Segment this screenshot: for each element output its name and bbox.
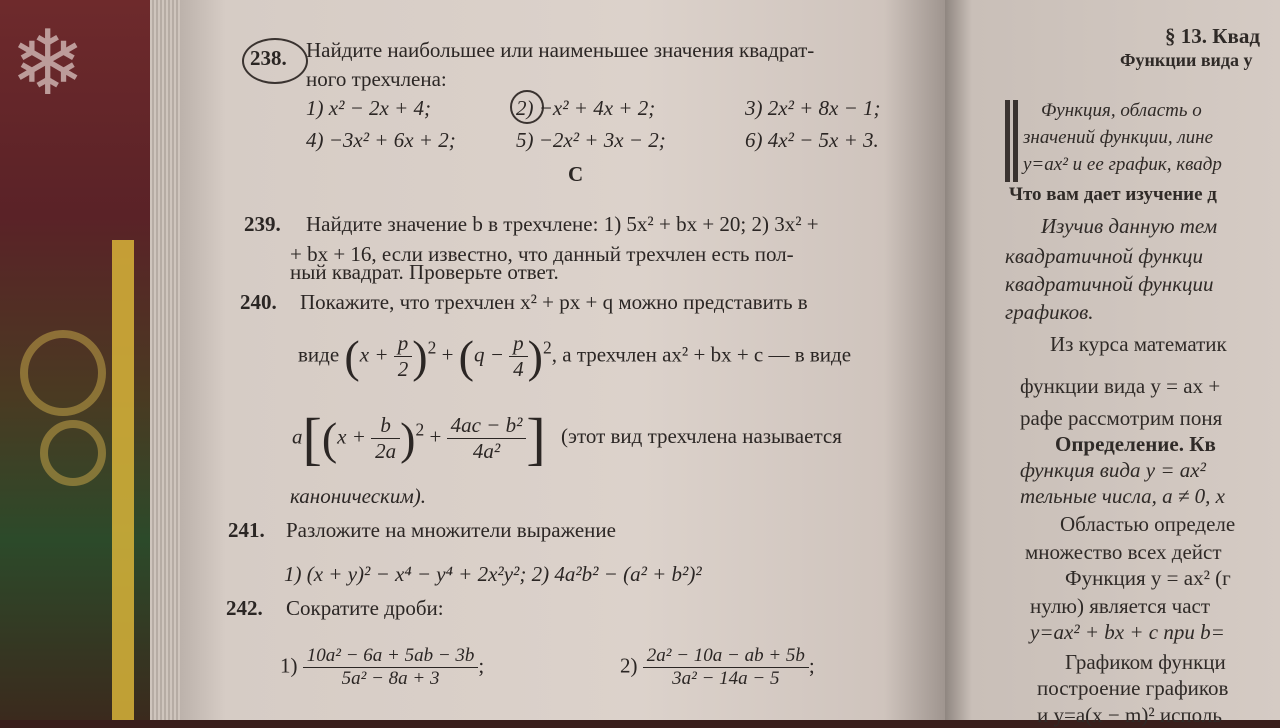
body-line: нулю) является част bbox=[1030, 594, 1211, 618]
item-238-2: 2) −x² + 4x + 2; bbox=[516, 96, 656, 120]
body-line: y=ax² + bx + c при b= bbox=[1030, 620, 1225, 644]
section-letter: C bbox=[568, 162, 584, 186]
problem-number-239: 239. bbox=[244, 212, 281, 236]
problem-238-title: Найдите наибольшее или наименьшее значения квадрат- bbox=[306, 38, 815, 62]
problem-240-line4: каноническим). bbox=[290, 484, 426, 508]
problem-238-title-2: ного трехчлена: bbox=[306, 67, 447, 91]
left-page bbox=[180, 0, 945, 720]
body-line: Графиком функци bbox=[1065, 650, 1226, 674]
snowflake-decoration-icon: ❄ bbox=[10, 15, 86, 114]
item-238-5: 5) −2x² + 3x − 2; bbox=[516, 128, 666, 152]
fraction-b-2a: $\frac{b}{2a}$ bbox=[371, 413, 400, 464]
body-line: и y=a(x − m)² исполь bbox=[1037, 703, 1222, 727]
problem-number-242: 242. bbox=[226, 596, 263, 620]
intro-line: квадратичной функции bbox=[1005, 272, 1214, 296]
problem-239-line2: + bx + 16, если известно, что данный трехчлен есть пол- bbox=[290, 242, 794, 266]
swirl-decoration bbox=[20, 330, 106, 416]
problem-242-title: Сократите дроби: bbox=[286, 596, 444, 620]
box-line: значений функции, лине bbox=[1023, 127, 1214, 148]
item-238-6: 6) 4x² − 5x + 3. bbox=[745, 128, 879, 152]
intro-line: графиков. bbox=[1005, 300, 1094, 324]
body-line: функции вида y = ax + bbox=[1020, 374, 1221, 398]
body-line: Из курса математик bbox=[1050, 332, 1227, 356]
vide-label: виде bbox=[298, 342, 340, 367]
problem-240-line1: Покажите, что трехчлен x² + px + q можно представить в bbox=[300, 290, 808, 314]
box-line: y=ax² и ее график, квадр bbox=[1023, 154, 1222, 175]
fraction-p-4: $\frac{p}{4}$ bbox=[509, 331, 528, 382]
body-line: построение графиков bbox=[1037, 676, 1229, 700]
problem-239-line1: Найдите значение b в трехчлене: 1) 5x² + bx + 20; 2) 3x² + bbox=[306, 212, 819, 236]
problem-number-241: 241. bbox=[228, 518, 265, 542]
item-238-3: 3) 2x² + 8x − 1; bbox=[745, 96, 881, 120]
fraction-p-2: $\frac{p}{2}$ bbox=[394, 331, 413, 382]
expr1-b: q − bbox=[474, 342, 504, 367]
expr1-a: x + bbox=[359, 342, 389, 367]
yellow-strip bbox=[112, 240, 134, 720]
body-line: множество всех дейст bbox=[1025, 540, 1222, 564]
intro-line: Изучив данную тем bbox=[1041, 214, 1218, 238]
swirl-decoration bbox=[40, 420, 106, 486]
definition-line: Определение. Кв bbox=[1055, 432, 1216, 456]
body-line: функция вида y = ax² bbox=[1020, 458, 1206, 482]
right-page bbox=[945, 0, 1280, 727]
problem-242-fraction2: 2) $\frac{\text{2a² − 10a − ab + 5b}}{\text{3a² − 14a − 5}}$ ; bbox=[620, 645, 815, 689]
body-line: тельные числа, a ≠ 0, x bbox=[1020, 484, 1225, 508]
body-line: Функция y = ax² (г bbox=[1065, 566, 1231, 590]
problem-241-items: 1) (x + y)² − x⁴ − y⁴ + 2x²y²; 2) 4a²b² − (a² + b²)² bbox=[284, 562, 702, 586]
box-bar-2 bbox=[1013, 100, 1018, 182]
body-line: Областью определе bbox=[1060, 512, 1236, 536]
problem-240-line3-tail: (этот вид трехчлена называется bbox=[560, 424, 842, 449]
item-238-4: 4) −3x² + 6x + 2; bbox=[306, 128, 456, 152]
section-header: § 13. Квад bbox=[1165, 24, 1260, 48]
question-line: Что вам дает изучение д bbox=[1009, 184, 1217, 205]
section-subheader: Функции вида y bbox=[1120, 50, 1253, 70]
fraction-4ac-b2: $\frac{\text{4ac − b²}}{\text{4a²}}$ bbox=[447, 413, 527, 464]
problem-240-line2-tail: , а трехчлен ax² + bx + c — в виде bbox=[551, 342, 852, 367]
problem-number-240: 240. bbox=[240, 290, 277, 314]
intro-line: квадратичной функци bbox=[1005, 244, 1204, 268]
box-line: Функция, область о bbox=[1041, 100, 1202, 121]
problem-240-formula2: a[(x + $\frac{b}{2a}$ )$^2$ + $\frac{\text{4ac − b²}}{\text{4a²}}$ ] (этот вид трехчлена называется bbox=[292, 406, 842, 471]
problem-241-title: Разложите на множители выражение bbox=[286, 518, 616, 542]
item-238-1: 1) x² − 2x + 4; bbox=[306, 96, 432, 120]
problem-240-formula1: виде (x + $\frac{p}{2}$ )$^2$ + (q − $\frac{p}{4}$ )$^2$, а трехчлен ax² + bx + c — в виде bbox=[298, 331, 852, 382]
box-bar bbox=[1005, 100, 1010, 182]
problem-242-fraction1: 1) $\frac{\text{10a² − 6a + 5ab − 3b}}{\text{5a² − 8a + 3}}$ ; bbox=[280, 645, 485, 689]
problem-239-line3: ный квадрат. Проверьте ответ. bbox=[290, 260, 559, 284]
problem-number-238: 238. bbox=[250, 46, 287, 70]
body-line: рафе рассмотрим поня bbox=[1020, 406, 1223, 430]
